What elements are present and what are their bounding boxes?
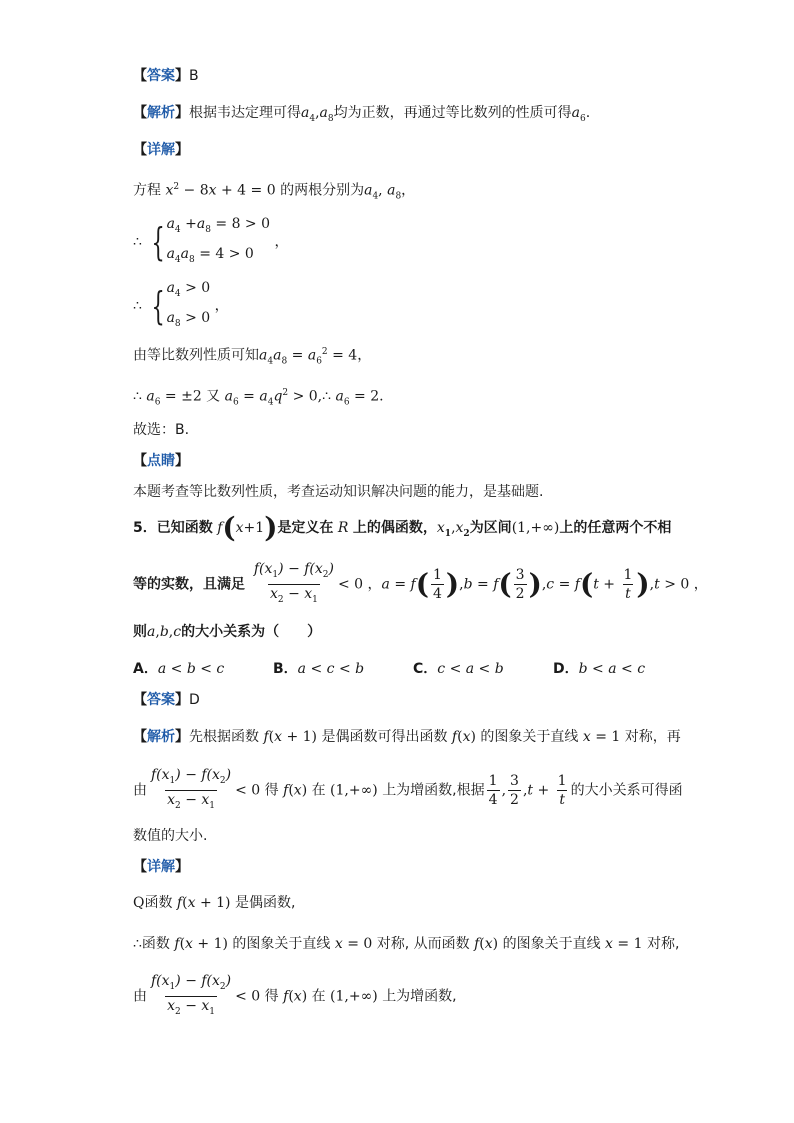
q5-options — [133, 659, 645, 679]
q4-detail-tag-line — [133, 140, 189, 160]
q5-analysis-line-2: 由 $\frac{f(x_1) - f(x_2)}{x_2 - x_1}$ < 0 得 f(x) 在 (1,+∞) 上为增函数,根据 $\frac{1}{4}$ , $\frac{3}{2}$ ,t + $\frac{1}{t}$ 的大小关系可得函 — [133, 766, 683, 815]
option-d[interactable]: D．b < a < c — [553, 661, 646, 677]
q5-stem-line-3: 则a,b,c的大小关系为（ ） — [133, 624, 322, 640]
q4-comment-tag-line — [133, 451, 189, 471]
option-c[interactable]: C．c < a < b — [413, 661, 504, 677]
q5-stem-line-1: 5．已知函数 f(x+1)是定义在 R 上的偶函数，$x_1,x_2$为区间(1,+∞)上的任意两个不相 — [133, 511, 672, 544]
q5-detail-tag-line — [133, 857, 189, 877]
option-a[interactable]: A．a < b < c — [133, 661, 225, 677]
q4-property-line: 由等比数列性质可知$a_4a_8 = a_6^2 = 4$， — [133, 347, 372, 367]
q4-equation-line: 方程 $x^2 - 8x + 4 = 0$ 的两根分别为$a_4$, $a_8$， — [133, 182, 416, 202]
q5-answer-line: 【答案】D — [133, 692, 200, 708]
q4-comment-text: 本题考查等比数列性质，考查运动知识解决问题的能力，是基础题. — [133, 484, 544, 500]
answer-tag: 【答案】 — [133, 692, 189, 708]
q4-system-1: ∴ { $a_4 +a_8 = 8 > 0$ $a_4a_8 = 4 > 0$ ， — [133, 216, 289, 265]
analysis-tag: 【解析】 — [133, 105, 189, 121]
q4-choose-line: 故选：B. — [133, 422, 190, 438]
q4-answer-line: 【答案】B — [133, 68, 199, 84]
q4-result-line: ∴ $a_6 = \pm 2$ 又 $a_6 = a_4q^2$ > 0,∴ $a_6 = 2$. — [133, 388, 384, 408]
q5-detail-line-2: ∴函数 f(x + 1) 的图象关于直线 x = 0 对称, 从而函数 f(x) 的图象关于直线 x = 1 对称, — [133, 936, 680, 952]
q5-detail-line-1: Q函数 f(x + 1) 是偶函数, — [133, 895, 296, 911]
q5-analysis-line-1: 【解析】先根据函数 f(x + 1) 是偶函数可得出函数 f(x) 的图象关于直线 x = 1 对称，再 — [133, 729, 681, 745]
detail-tag: 【详解】 — [133, 142, 189, 158]
analysis-tag: 【解析】 — [133, 729, 189, 745]
q5-analysis-line-3: 数值的大小. — [133, 828, 208, 844]
answer-tag: 【答案】 — [133, 68, 189, 84]
option-b[interactable]: B．a < c < b — [273, 661, 365, 677]
q4-analysis-line: 【解析】根据韦达定理可得$a_4,a_8$均为正数，再通过等比数列的性质可得$a_6$. — [133, 105, 591, 124]
detail-tag: 【详解】 — [133, 859, 189, 875]
q5-detail-line-3: 由 $\frac{f(x_1) - f(x_2)}{x_2 - x_1}$ < 0 得 f(x) 在 (1,+∞) 上为增函数, — [133, 972, 457, 1021]
q4-system-2: ∴ { $a_4 > 0$ $a_8 > 0$ ， — [133, 280, 229, 329]
q5-stem-line-2: 等的实数，且满足 $\frac{f(x_1) - f(x_2)}{x_2 - x_1}$ < 0 ，a = f( $\frac{1}{4}$ ),b = f( $\frac{3}{2}$ ),c = f(t + $\frac{1}{t}$ ),t > 0 ， — [133, 560, 708, 609]
comment-tag: 【点睛】 — [133, 453, 189, 469]
